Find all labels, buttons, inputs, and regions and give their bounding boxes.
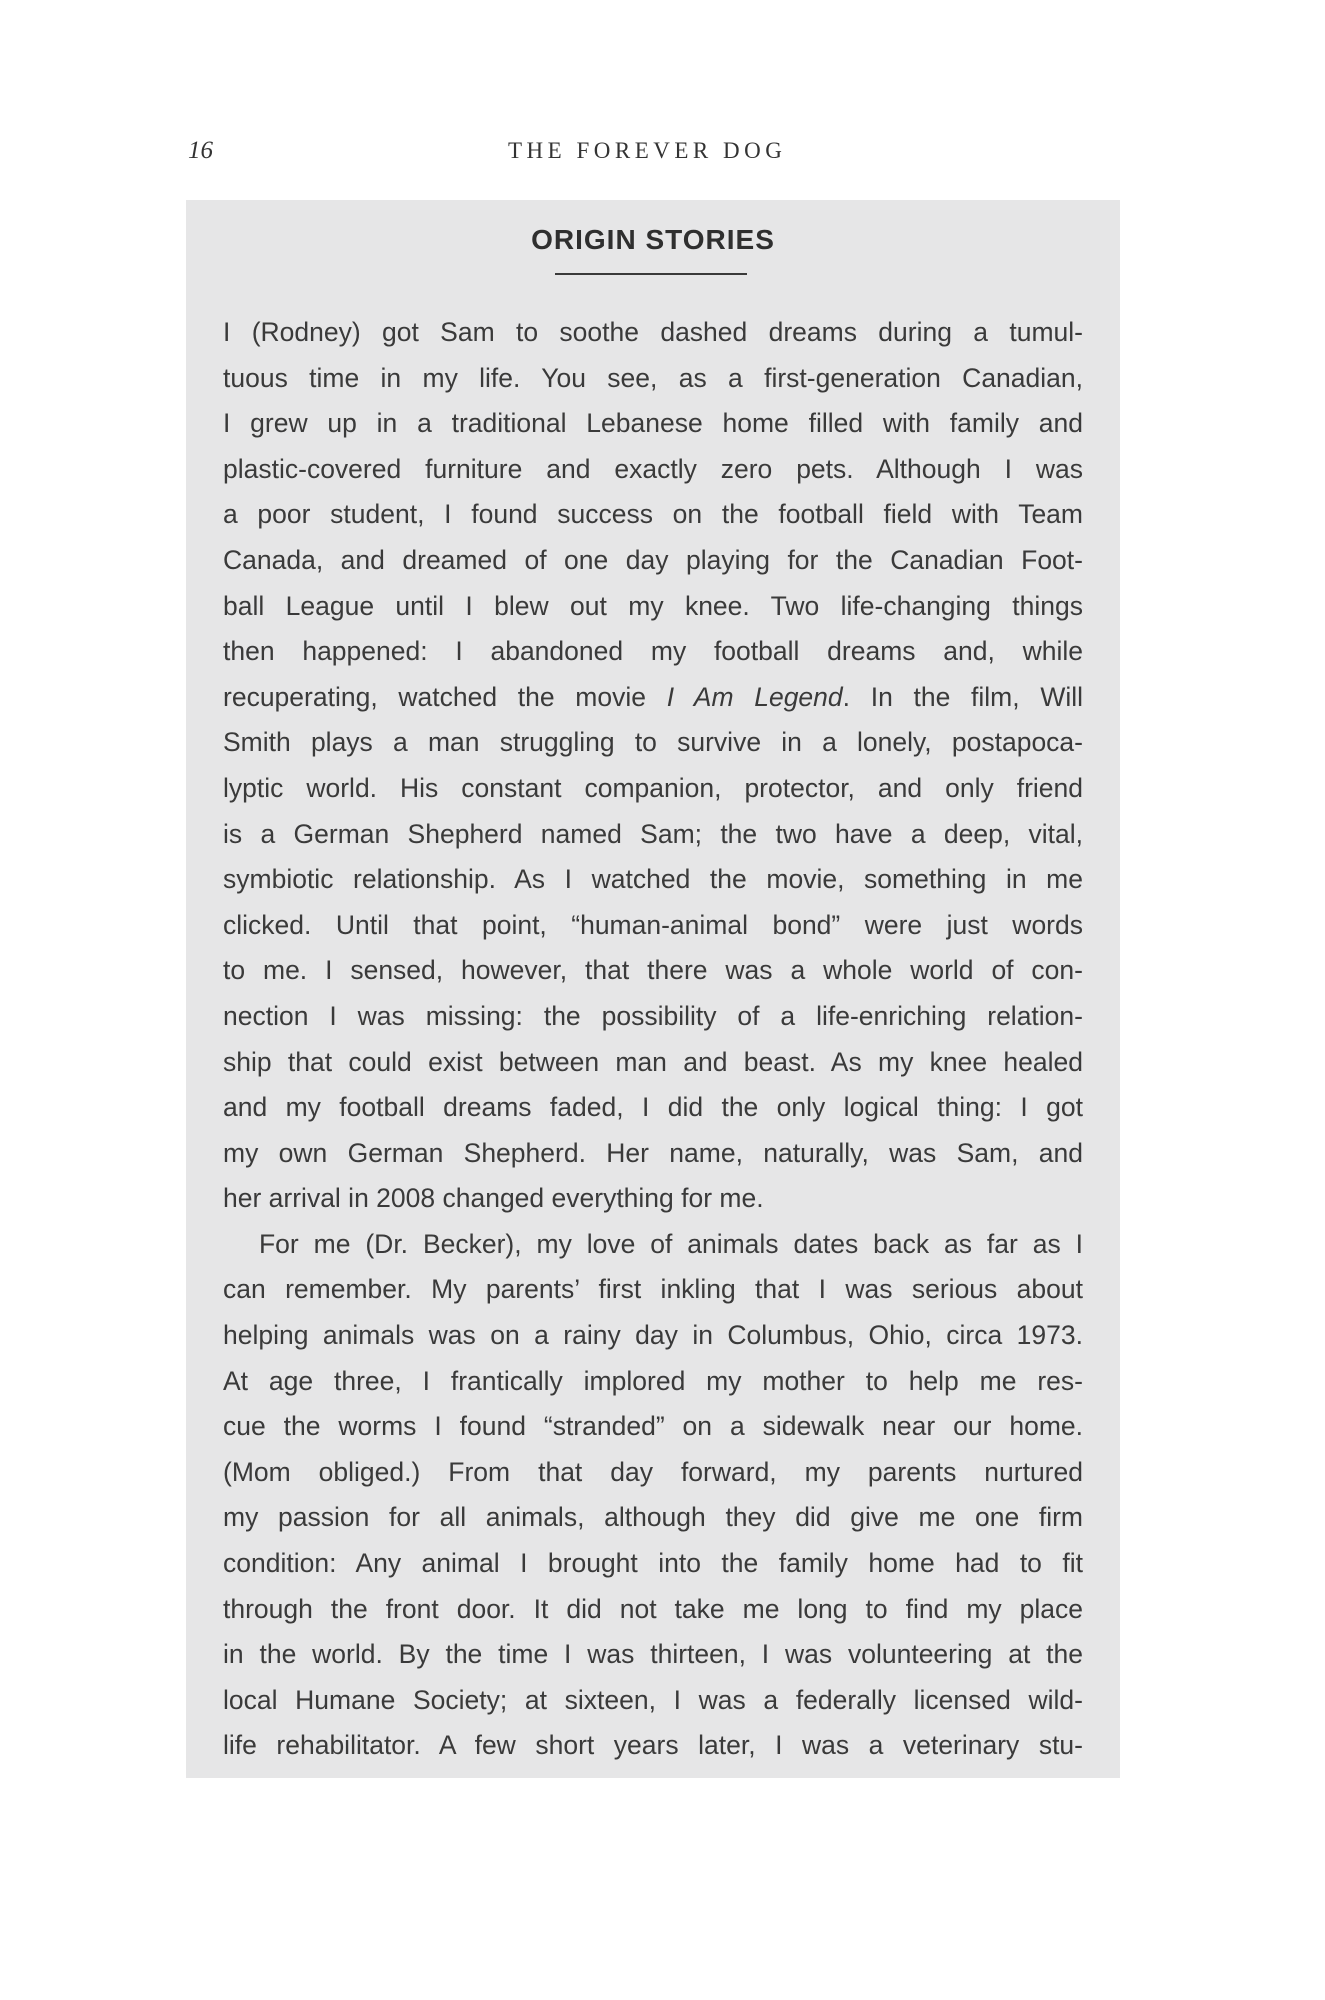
text-line: ship that could exist between man and beast. As my knee healed [223, 1046, 1083, 1077]
movie-title: I Am Legend [666, 681, 843, 712]
text-line: condition: Any animal I brought into the family home had to fit [223, 1548, 1083, 1579]
text-line: tuous time in my life. You see, as a first-generation Canadian, [223, 362, 1083, 393]
text-segment: . In the film, Will [842, 681, 1083, 712]
text-line: to me. I sensed, however, that there was a whole world of con- [223, 955, 1083, 986]
text-line: through the front door. It did not take me long to find my place [223, 1593, 1083, 1624]
text-line: For me (Dr. Becker), my love of animals dates back as far as I [259, 1228, 1083, 1259]
running-head: THE FOREVER DOG [508, 138, 787, 163]
text-line: her arrival in 2008 changed everything for me. [223, 1183, 764, 1214]
text-line: Canada, and dreamed of one day playing for the Canadian Foot- [223, 544, 1083, 575]
paragraph-rodney [223, 310, 1083, 1222]
page-number: 16 [188, 137, 213, 164]
text-line: At age three, I frantically implored my mother to help me res- [223, 1365, 1083, 1396]
text-line: in the world. By the time I was thirteen, I was volunteering at the [223, 1639, 1083, 1670]
text-line: local Humane Society; at sixteen, I was a federally licensed wild- [223, 1684, 1083, 1715]
text-line: I grew up in a traditional Lebanese home filled with family and [223, 408, 1083, 439]
title-rule [555, 273, 747, 275]
text-line: my passion for all animals, although they did give me one firm [223, 1502, 1083, 1533]
sidebar-body [223, 310, 1083, 1769]
text-line: nection I was missing: the possibility of a life-enriching relation- [223, 1000, 1083, 1031]
text-line: Smith plays a man struggling to survive in a lonely, postapoca- [223, 727, 1083, 758]
text-line: my own German Shepherd. Her name, naturally, was Sam, and [223, 1137, 1083, 1168]
page-header [0, 135, 1325, 175]
text-line: (Mom obliged.) From that day forward, my parents nurtured [223, 1456, 1083, 1487]
paragraph-becker [223, 1222, 1083, 1769]
text-line: helping animals was on a rainy day in Columbus, Ohio, circa 1973. [223, 1320, 1083, 1351]
text-line: life rehabilitator. A few short years later, I was a veterinary stu- [223, 1730, 1083, 1761]
text-line: symbiotic relationship. As I watched the movie, something in me [223, 864, 1083, 895]
text-segment: recuperating, watched the movie [223, 681, 667, 712]
text-line: is a German Shepherd named Sam; the two have a deep, vital, [223, 818, 1083, 849]
text-line: clicked. Until that point, “human-animal bond” were just words [223, 909, 1083, 940]
text-line: plastic-covered furniture and exactly zero pets. Although I was [223, 453, 1083, 484]
text-line: I (Rodney) got Sam to soothe dashed dreams during a tumul- [223, 317, 1083, 347]
sidebar-title: ORIGIN STORIES [531, 224, 775, 255]
origin-stories-sidebar [186, 200, 1120, 1778]
text-line-with-title [223, 675, 1083, 721]
text-line: ball League until I blew out my knee. Two life-changing things [223, 590, 1083, 621]
text-line: a poor student, I found success on the football field with Team [223, 499, 1083, 530]
text-line: and my football dreams faded, I did the only logical thing: I got [223, 1092, 1083, 1123]
text-line: cue the worms I found “stranded” on a sidewalk near our home. [223, 1411, 1083, 1442]
text-line: can remember. My parents’ first inkling that I was serious about [223, 1274, 1083, 1305]
text-line: then happened: I abandoned my football dreams and, while [223, 636, 1083, 667]
text-line: lyptic world. His constant companion, protector, and only friend [223, 772, 1083, 803]
